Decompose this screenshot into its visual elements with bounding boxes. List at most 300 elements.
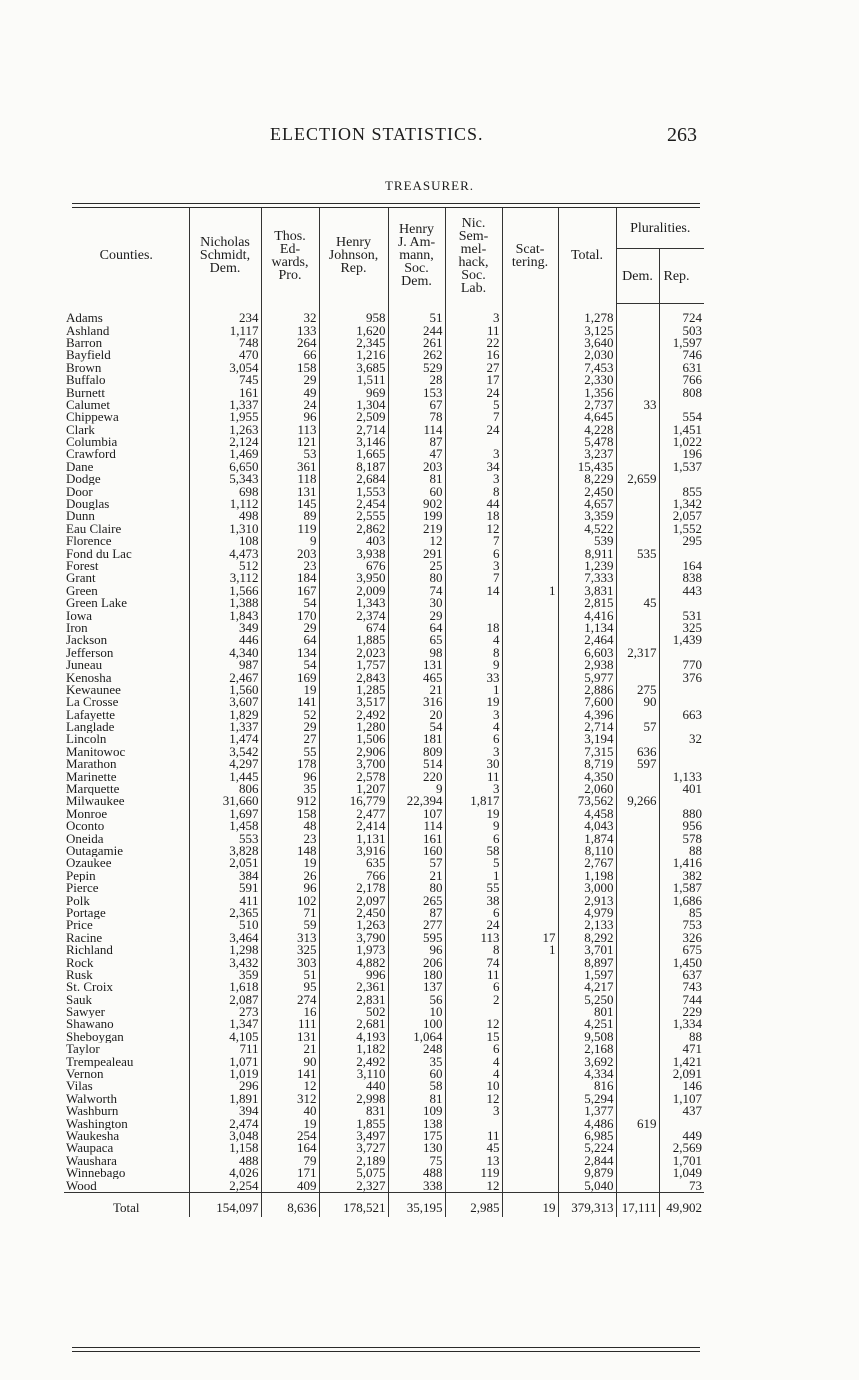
table-row — [64, 647, 704, 659]
table-cell: 40 — [261, 1105, 319, 1117]
table-cell: 746 — [659, 349, 704, 361]
table-cell: 1,451 — [659, 424, 704, 436]
table-cell — [502, 510, 558, 522]
table-cell — [502, 461, 558, 473]
table-cell: 440 — [319, 1080, 388, 1092]
table-cell — [502, 622, 558, 634]
table-cell: 96 — [261, 411, 319, 423]
table-cell: 8,911 — [558, 547, 616, 559]
table-cell — [616, 944, 659, 956]
table-cell: 3 — [445, 560, 502, 572]
county-name: Lafayette — [66, 708, 116, 721]
table-cell: 2,913 — [558, 894, 616, 906]
table-cell: 1 — [502, 944, 558, 956]
county-name: Crawford — [66, 448, 116, 461]
table-cell: 1,304 — [319, 399, 388, 411]
total-cell: 17,111 — [616, 1192, 659, 1217]
table-cell — [502, 1105, 558, 1117]
table-row — [64, 832, 704, 844]
table-row — [64, 1117, 704, 1129]
table-cell: 1 — [445, 870, 502, 882]
table-cell: 2,906 — [319, 746, 388, 758]
table-cell — [616, 1055, 659, 1067]
table-cell: 27 — [445, 362, 502, 374]
table-cell: 5 — [445, 857, 502, 869]
bottom-rule-1 — [72, 1347, 700, 1348]
table-cell: 1,337 — [189, 399, 261, 411]
table-cell: 1,620 — [319, 324, 388, 336]
table-cell: 1,280 — [319, 721, 388, 733]
table-cell: 219 — [388, 523, 445, 535]
table-cell: 7,453 — [558, 362, 616, 374]
header-line: mann, — [399, 248, 434, 264]
table-cell: 51 — [261, 969, 319, 981]
table-row — [64, 498, 704, 510]
table-cell: 11 — [445, 1130, 502, 1142]
table-cell: 10 — [388, 1006, 445, 1018]
table-cell — [502, 758, 558, 770]
table-cell: 38 — [445, 894, 502, 906]
table-cell: 1,885 — [319, 634, 388, 646]
table-cell: 2,578 — [319, 770, 388, 782]
table-cell: 4,657 — [558, 498, 616, 510]
table-cell: 3,146 — [319, 436, 388, 448]
table-cell: 394 — [189, 1105, 261, 1117]
table-row — [64, 399, 704, 411]
table-cell: 44 — [445, 498, 502, 510]
table-cell: 3 — [445, 783, 502, 795]
table-cell: 711 — [189, 1043, 261, 1055]
table-row — [64, 944, 704, 956]
header-line: Ed- — [279, 241, 301, 257]
table-cell — [616, 609, 659, 621]
table-cell: 23 — [261, 832, 319, 844]
table-row — [64, 1031, 704, 1043]
page-title: ELECTION STATISTICS. — [270, 124, 484, 144]
table-cell: 3,938 — [319, 547, 388, 559]
table-cell: 5 — [445, 399, 502, 411]
table-cell: 9 — [445, 820, 502, 832]
table-cell: 96 — [261, 882, 319, 894]
county-name: Trempealeau — [66, 1055, 134, 1068]
table-cell: 676 — [319, 560, 388, 572]
table-cell: 4,645 — [558, 411, 616, 423]
table-cell: 2,097 — [319, 894, 388, 906]
table-cell: 4 — [445, 721, 502, 733]
county-name: Buffalo — [66, 373, 106, 387]
table-cell: 2 — [445, 993, 502, 1005]
table-cell: 178 — [261, 758, 319, 770]
table-cell: 1,131 — [319, 832, 388, 844]
table-cell: 766 — [319, 870, 388, 882]
table-cell: 2,374 — [319, 609, 388, 621]
table-cell: 338 — [388, 1179, 445, 1192]
table-cell: 1,158 — [189, 1142, 261, 1154]
table-cell: 52 — [261, 709, 319, 721]
table-cell — [502, 671, 558, 683]
table-cell: 113 — [261, 424, 319, 436]
county-name: Bayfield — [66, 349, 111, 362]
table-cell: 169 — [261, 671, 319, 683]
table-cell: 15 — [445, 1031, 502, 1043]
table-cell: 503 — [659, 324, 704, 336]
table-cell: 5,224 — [558, 1142, 616, 1154]
table-cell: 4,522 — [558, 523, 616, 535]
table-cell: 4,396 — [558, 709, 616, 721]
table-row — [64, 1043, 704, 1055]
table-cell: 88 — [659, 1031, 704, 1043]
table-cell: 81 — [388, 473, 445, 485]
table-row — [64, 721, 704, 733]
table-cell: 203 — [261, 547, 319, 559]
table-cell: 1,955 — [189, 411, 261, 423]
table-cell: 3,542 — [189, 746, 261, 758]
table-cell: 3,701 — [558, 944, 616, 956]
table-cell — [616, 969, 659, 981]
table-cell — [616, 993, 659, 1005]
county-name: Langlade — [66, 720, 115, 734]
table-cell: 33 — [445, 671, 502, 683]
table-cell: 90 — [616, 696, 659, 708]
table-cell: 2,684 — [319, 473, 388, 485]
table-cell: 12 — [445, 1093, 502, 1105]
header-semmelhack — [445, 208, 502, 304]
table-cell: 1,337 — [189, 721, 261, 733]
table-cell: 2,831 — [319, 993, 388, 1005]
county-name: Price — [66, 919, 93, 932]
header-total: Total. — [558, 208, 616, 304]
table-cell: 30 — [445, 758, 502, 770]
table-cell — [445, 597, 502, 609]
county-name: Racine — [66, 931, 103, 944]
table-cell: 2,569 — [659, 1142, 704, 1154]
table-cell — [616, 1179, 659, 1192]
table-cell — [616, 808, 659, 820]
table-row — [64, 671, 704, 683]
total-cell: 2,985 — [445, 1192, 502, 1217]
header-line: Nic. — [461, 215, 486, 231]
table-cell: 3,125 — [558, 324, 616, 336]
table-cell — [616, 857, 659, 869]
table-cell: 2,492 — [319, 1055, 388, 1067]
table-cell — [616, 1142, 659, 1154]
header-ammann — [388, 208, 445, 304]
table-cell: 119 — [261, 523, 319, 535]
header-line: Pro. — [278, 267, 302, 283]
table-cell: 1,310 — [189, 523, 261, 535]
county-name: Winnebago — [66, 1166, 126, 1180]
table-cell — [616, 659, 659, 671]
table-cell: 51 — [388, 312, 445, 324]
county-name: Lincoln — [66, 733, 107, 746]
table-cell: 325 — [659, 622, 704, 634]
table-cell: 18 — [445, 510, 502, 522]
table-cell: 1,566 — [189, 585, 261, 597]
table-cell: 770 — [659, 659, 704, 671]
table-cell: 4,486 — [558, 1117, 616, 1129]
table-cell: 24 — [445, 919, 502, 931]
table-cell — [616, 1080, 659, 1092]
table-cell: 502 — [319, 1006, 388, 1018]
table-cell: 5,478 — [558, 436, 616, 448]
table-cell — [616, 932, 659, 944]
table-cell: 1,665 — [319, 448, 388, 460]
table-cell — [502, 411, 558, 423]
table-cell: 19 — [261, 857, 319, 869]
header-line: Henry — [336, 235, 371, 251]
table-cell: 2,317 — [616, 647, 659, 659]
table-cell: 2,365 — [189, 907, 261, 919]
table-cell: 199 — [388, 510, 445, 522]
table-cell: 1,117 — [189, 324, 261, 336]
table-cell — [502, 882, 558, 894]
table-cell: 11 — [445, 324, 502, 336]
table-cell: 809 — [388, 746, 445, 758]
table-cell: 141 — [261, 696, 319, 708]
table-cell: 2,327 — [319, 1179, 388, 1192]
table-cell: 401 — [659, 783, 704, 795]
table-cell: 4,217 — [558, 981, 616, 993]
table-row — [64, 424, 704, 436]
table-cell: 3,432 — [189, 956, 261, 968]
table-cell: 24 — [261, 399, 319, 411]
table-cell: 3,916 — [319, 845, 388, 857]
table-cell: 100 — [388, 1018, 445, 1030]
table-cell: 15,435 — [558, 461, 616, 473]
table-row — [64, 535, 704, 547]
table-cell: 75 — [388, 1155, 445, 1167]
table-cell: 196 — [659, 448, 704, 460]
table-cell: 987 — [189, 659, 261, 671]
table-cell — [616, 770, 659, 782]
table-cell: 5,977 — [558, 671, 616, 683]
table-cell — [502, 857, 558, 869]
table-cell: 234 — [189, 312, 261, 324]
header-pluralities: Pluralities. — [616, 208, 704, 249]
county-name: Wood — [66, 1179, 97, 1193]
table-cell — [659, 399, 704, 411]
table-cell — [616, 1105, 659, 1117]
table-cell — [616, 523, 659, 535]
table-cell — [502, 993, 558, 1005]
table-cell: 229 — [659, 1006, 704, 1018]
table-cell: 35 — [388, 1055, 445, 1067]
table-cell — [502, 808, 558, 820]
table-cell: 4,334 — [558, 1068, 616, 1080]
header-line: Schmidt, — [199, 248, 251, 264]
table-cell — [502, 746, 558, 758]
table-cell: 4,458 — [558, 808, 616, 820]
table-cell: 56 — [388, 993, 445, 1005]
county-name: Chippewa — [66, 411, 119, 424]
table-cell: 167 — [261, 585, 319, 597]
table-cell: 265 — [388, 894, 445, 906]
table-row — [64, 758, 704, 770]
table-cell — [659, 547, 704, 559]
county-name: Marathon — [66, 758, 117, 771]
table-cell — [616, 1043, 659, 1055]
total-label: Total — [64, 1192, 189, 1217]
table-cell: 296 — [189, 1080, 261, 1092]
table-cell — [616, 907, 659, 919]
table-cell: 631 — [659, 362, 704, 374]
header-line: Dem. — [401, 274, 432, 290]
table-cell: 831 — [319, 1105, 388, 1117]
table-cell — [502, 1055, 558, 1067]
table-cell: 254 — [261, 1130, 319, 1142]
table-cell: 1,445 — [189, 770, 261, 782]
table-cell: 24 — [445, 424, 502, 436]
table-cell — [659, 684, 704, 696]
table-cell: 6,650 — [189, 461, 261, 473]
table-row — [64, 1179, 704, 1192]
table-cell: 514 — [388, 758, 445, 770]
table-cell: 3,831 — [558, 585, 616, 597]
table-cell: 8,897 — [558, 956, 616, 968]
county-name: Door — [66, 485, 93, 498]
table-cell: 18 — [445, 622, 502, 634]
table-cell: 4 — [445, 1068, 502, 1080]
table-cell: 262 — [388, 349, 445, 361]
total-cell: 178,521 — [319, 1192, 388, 1217]
table-cell: 1,356 — [558, 386, 616, 398]
table-cell: 1,388 — [189, 597, 261, 609]
treasurer-table — [64, 208, 704, 1217]
table-cell: 554 — [659, 411, 704, 423]
table-cell: 22,394 — [388, 795, 445, 807]
table-cell: 203 — [388, 461, 445, 473]
table-cell: 1,343 — [319, 597, 388, 609]
table-cell — [616, 411, 659, 423]
county-name: Richland — [66, 943, 113, 957]
table-cell — [616, 424, 659, 436]
table-cell: 60 — [388, 1068, 445, 1080]
table-cell: 181 — [388, 733, 445, 745]
table-cell: 160 — [388, 845, 445, 857]
table-cell — [502, 535, 558, 547]
table-cell: 361 — [261, 461, 319, 473]
table-cell: 220 — [388, 770, 445, 782]
table-cell: 16,779 — [319, 795, 388, 807]
table-cell: 73 — [659, 1179, 704, 1192]
table-row — [64, 1018, 704, 1030]
county-name: Eau Claire — [66, 522, 122, 536]
header-line: Johnson, — [328, 248, 379, 264]
table-cell: 745 — [189, 374, 261, 386]
table-cell: 96 — [261, 770, 319, 782]
table-cell: 9 — [261, 535, 319, 547]
table-cell — [616, 1068, 659, 1080]
county-name: Milwaukee — [66, 795, 125, 808]
table-cell: 2,815 — [558, 597, 616, 609]
table-cell: 53 — [261, 448, 319, 460]
table-cell: 880 — [659, 808, 704, 820]
table-cell: 21 — [261, 1043, 319, 1055]
table-cell: 2,477 — [319, 808, 388, 820]
table-cell — [659, 597, 704, 609]
table-row — [64, 572, 704, 584]
table-cell: 8,229 — [558, 473, 616, 485]
table-row — [64, 820, 704, 832]
table-cell: 7 — [445, 411, 502, 423]
table-cell: 1,049 — [659, 1167, 704, 1179]
table-row — [64, 956, 704, 968]
county-name: Columbia — [66, 435, 118, 449]
bottom-rule-2 — [72, 1351, 700, 1352]
table-row — [64, 1105, 704, 1117]
table-cell: 206 — [388, 956, 445, 968]
table-cell: 8,187 — [319, 461, 388, 473]
table-cell: 1,342 — [659, 498, 704, 510]
county-name: Jackson — [66, 634, 108, 647]
table-row — [64, 436, 704, 448]
table-cell — [502, 374, 558, 386]
table-cell: 470 — [189, 349, 261, 361]
table-cell: 7 — [445, 572, 502, 584]
table-cell: 2,124 — [189, 436, 261, 448]
table-cell: 13 — [445, 1155, 502, 1167]
total-cell: 8,636 — [261, 1192, 319, 1217]
table-cell: 32 — [261, 312, 319, 324]
county-name: Portage — [66, 906, 106, 920]
table-cell: 12 — [261, 1080, 319, 1092]
treasurer-table-wrap — [64, 208, 704, 1217]
county-name: Adams — [66, 312, 103, 325]
table-cell: 2,844 — [558, 1155, 616, 1167]
table-cell — [502, 1043, 558, 1055]
table-cell: 64 — [261, 634, 319, 646]
table-cell: 4,228 — [558, 424, 616, 436]
table-cell: 1,133 — [659, 770, 704, 782]
table-cell — [445, 1006, 502, 1018]
header-rep: Rep. — [659, 249, 704, 304]
table-cell: 6 — [445, 733, 502, 745]
table-cell — [502, 337, 558, 349]
table-cell: 275 — [616, 684, 659, 696]
table-row — [64, 362, 704, 374]
table-cell: 2,345 — [319, 337, 388, 349]
table-cell — [502, 324, 558, 336]
table-cell: 12 — [388, 535, 445, 547]
table-cell: 48 — [261, 820, 319, 832]
table-cell — [502, 783, 558, 795]
table-row — [64, 337, 704, 349]
table-cell: 45 — [445, 1142, 502, 1154]
table-row — [64, 746, 704, 758]
table-cell: 376 — [659, 671, 704, 683]
table-cell — [659, 795, 704, 807]
table-cell: 3,727 — [319, 1142, 388, 1154]
table-cell: 137 — [388, 981, 445, 993]
table-row — [64, 622, 704, 634]
table-cell: 102 — [261, 894, 319, 906]
table-cell: 1 — [445, 684, 502, 696]
table-cell: 164 — [659, 560, 704, 572]
table-cell: 148 — [261, 845, 319, 857]
table-cell: 743 — [659, 981, 704, 993]
table-cell: 902 — [388, 498, 445, 510]
table-cell: 675 — [659, 944, 704, 956]
table-row — [64, 324, 704, 336]
table-cell: 248 — [388, 1043, 445, 1055]
table-cell: 1,829 — [189, 709, 261, 721]
table-cell: 465 — [388, 671, 445, 683]
county-name: Burnett — [66, 386, 105, 399]
table-cell: 119 — [445, 1167, 502, 1179]
table-cell: 90 — [261, 1055, 319, 1067]
table-cell — [659, 746, 704, 758]
table-row — [64, 634, 704, 646]
